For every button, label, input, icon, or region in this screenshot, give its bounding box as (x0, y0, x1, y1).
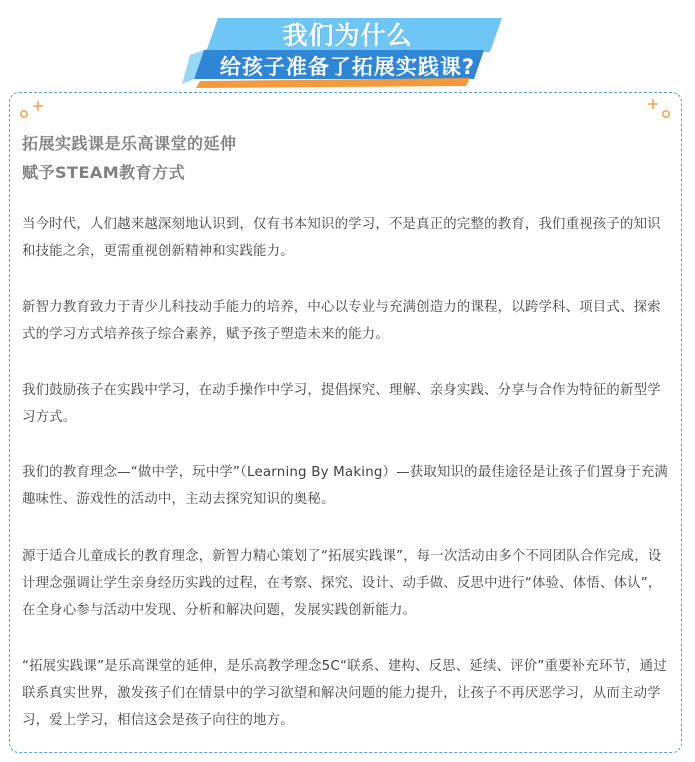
sparkle-icon (18, 99, 48, 121)
sparkle-icon (644, 97, 674, 121)
heading-line: 拓展实践课是乐高课堂的延伸 (22, 134, 237, 153)
content-card (9, 92, 682, 753)
banner-title-line2: 给孩子准备了拓展实践课? (219, 55, 476, 79)
title-banner (0, 0, 695, 95)
banner-title-line1: 我们为什么 (282, 21, 413, 50)
section-heading (22, 129, 237, 187)
paragraph: 我们鼓励孩子在实践中学习，在动手操作中学习，提倡探究、理解、亲身实践、分享与合作为特征的新型学习方式。 (22, 383, 661, 425)
paragraph: 新智力教育致力于青少儿科技动手能力的培养，中心以专业与充满创造力的课程，以跨学科、项目式、探索式的学习方式培养孩子综合素养，赋予孩子塑造未来的能力。 (22, 300, 661, 342)
paragraph: 当今时代，人们越来越深刻地认识到，仅有书本知识的学习，不是真正的完整的教育，我们重视孩子的知识和技能之余，更需重视创新精神和实践能力。 (22, 217, 661, 259)
paragraph: 源于适合儿童成长的教育理念，新智力精心策划了“拓展实践课”，每一次活动由多个不同团队合作完成，设计理念强调让学生亲身经历实践的过程，在考察、探究、设计、动手做、反思中进行“体验、体悟、体认”，在全身心参与活动中发现、分析和解决问题，发展实践创新能力。 (22, 549, 662, 618)
paragraph: 我们的教育理念—“做中学，玩中学”（Learning By Making）—获取知识的最佳途径是让孩子们置身于充满趣味性、游戏性的活动中，主动去探究知识的奥秘。 (22, 465, 669, 507)
paragraph: “拓展实践课”是乐高课堂的延伸，是乐高教学理念5C“联系、建构、反思、延续、评价”重要补充环节，通过联系真实世界，激发孩子们在情景中的学习欲望和解决问题的能力提升，让孩子不再厌恶学习，从而主动学习，爱上学习，相信这会是孩子向往的地方。 (22, 659, 667, 728)
heading-line: 赋予STEAM教育方式 (22, 163, 186, 182)
